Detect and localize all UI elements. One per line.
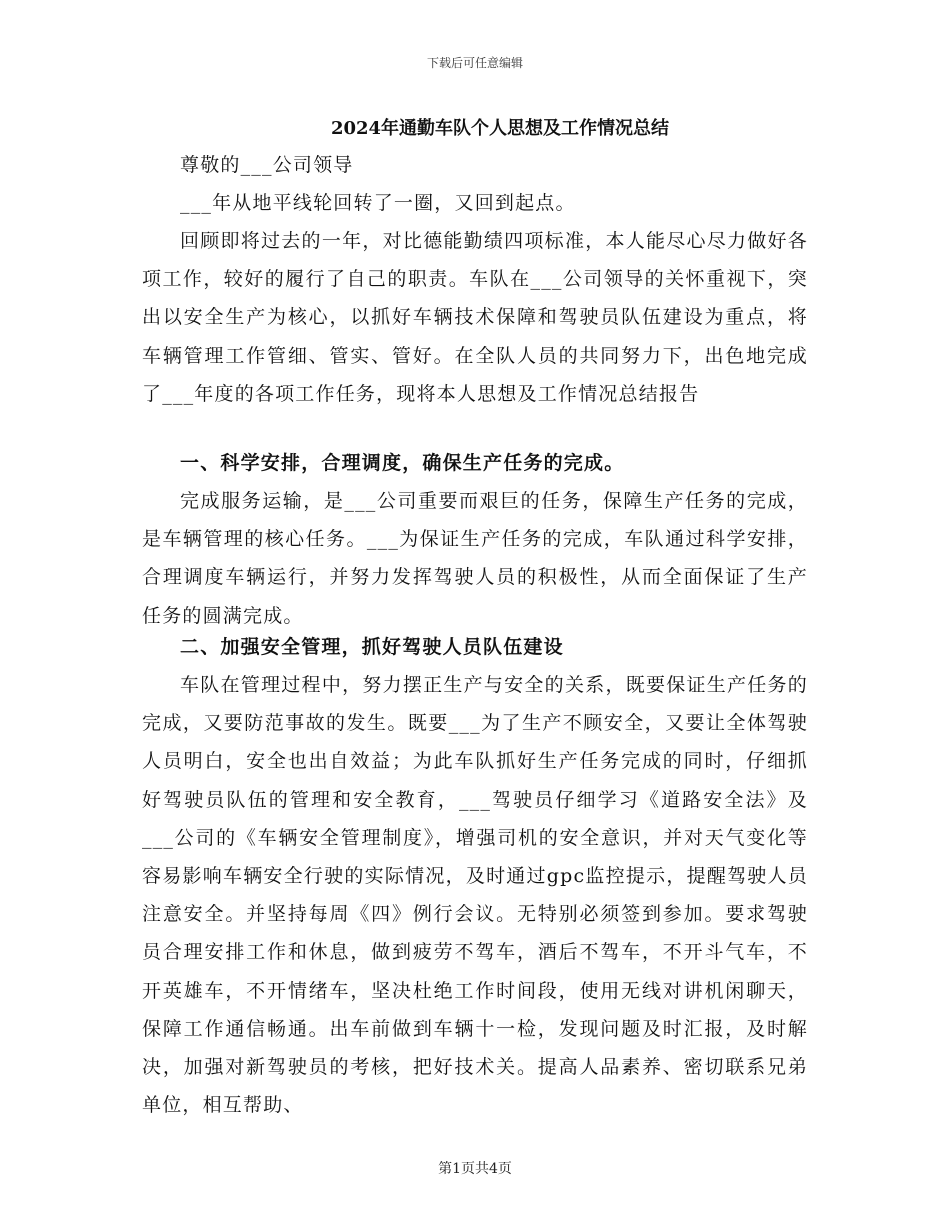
download-note: 下载后可任意编辑 (426, 56, 523, 70)
greeting-line: 尊敬的___公司领导 (180, 154, 354, 176)
section-1-heading: 一、科学安排，合理调度，确保生产任务的完成。 (180, 452, 625, 474)
section-1-paragraph: 完成服务运输，是___公司重要而艰巨的任务，保障生产任务的完成，是车辆管理的核心任务。___为保证生产任务的完成，车队通过科学安排，合理调度车辆运行，并努力发挥驾驶人员的积极性，从而全面保证了生产任务的圆满完成。 (142, 490, 808, 627)
intro-line: ___年从地平线轮回转了一圈，又回到起点。 (180, 192, 576, 214)
section-2-heading: 二、加强安全管理，抓好驾驶人员队伍建设 (180, 636, 564, 658)
review-paragraph: 回顾即将过去的一年，对比德能勤绩四项标准，本人能尽心尽力做好各项工作，较好的履行了自己的职责。车队在___公司领导的关怀重视下，突出以安全生产为核心，以抓好车辆技术保障和驾驶员队伍建设为重点，将车辆管理工作管细、管实、管好。在全队人员的共同努力下，出色地完成了___年度的各项工作任务，现将本人思想及工作情况总结报告 (142, 230, 808, 405)
document-title: 2024年通勤车队个人思想及工作情况总结 (330, 118, 670, 139)
page-number: 第1页共4页 (438, 1161, 512, 1177)
section-2-paragraph: 车队在管理过程中，努力摆正生产与安全的关系，既要保证生产任务的完成，又要防范事故的发生。既要___为了生产不顾安全，又要让全体驾驶人员明白，安全也出自效益；为此车队抓好生产任务完成的同时，仔细抓好驾驶员队伍的管理和安全教育，___驾驶员仔细学习《道路安全法》及___公司的《车辆安全管理制度》，增强司机的安全意识，并对天气变化等容易影响车辆安全行驶的实际情况，及时通过gpc监控提示，提醒驾驶人员注意安全。并坚持每周《四》例行会议。无特别必须签到参加。要求驾驶员合理安排工作和休息，做到疲劳不驾车，酒后不驾车，不开斗气车，不开英雄车，不开情绪车，坚决杜绝工作时间段，使用无线对讲机闲聊天，保障工作通信畅通。出车前做到车辆十一检，发现问题及时汇报，及时解决，加强对新驾驶员的考核，把好技术关。提高人品素养、密切联系兄弟单位，相互帮助、 (142, 674, 808, 1117)
